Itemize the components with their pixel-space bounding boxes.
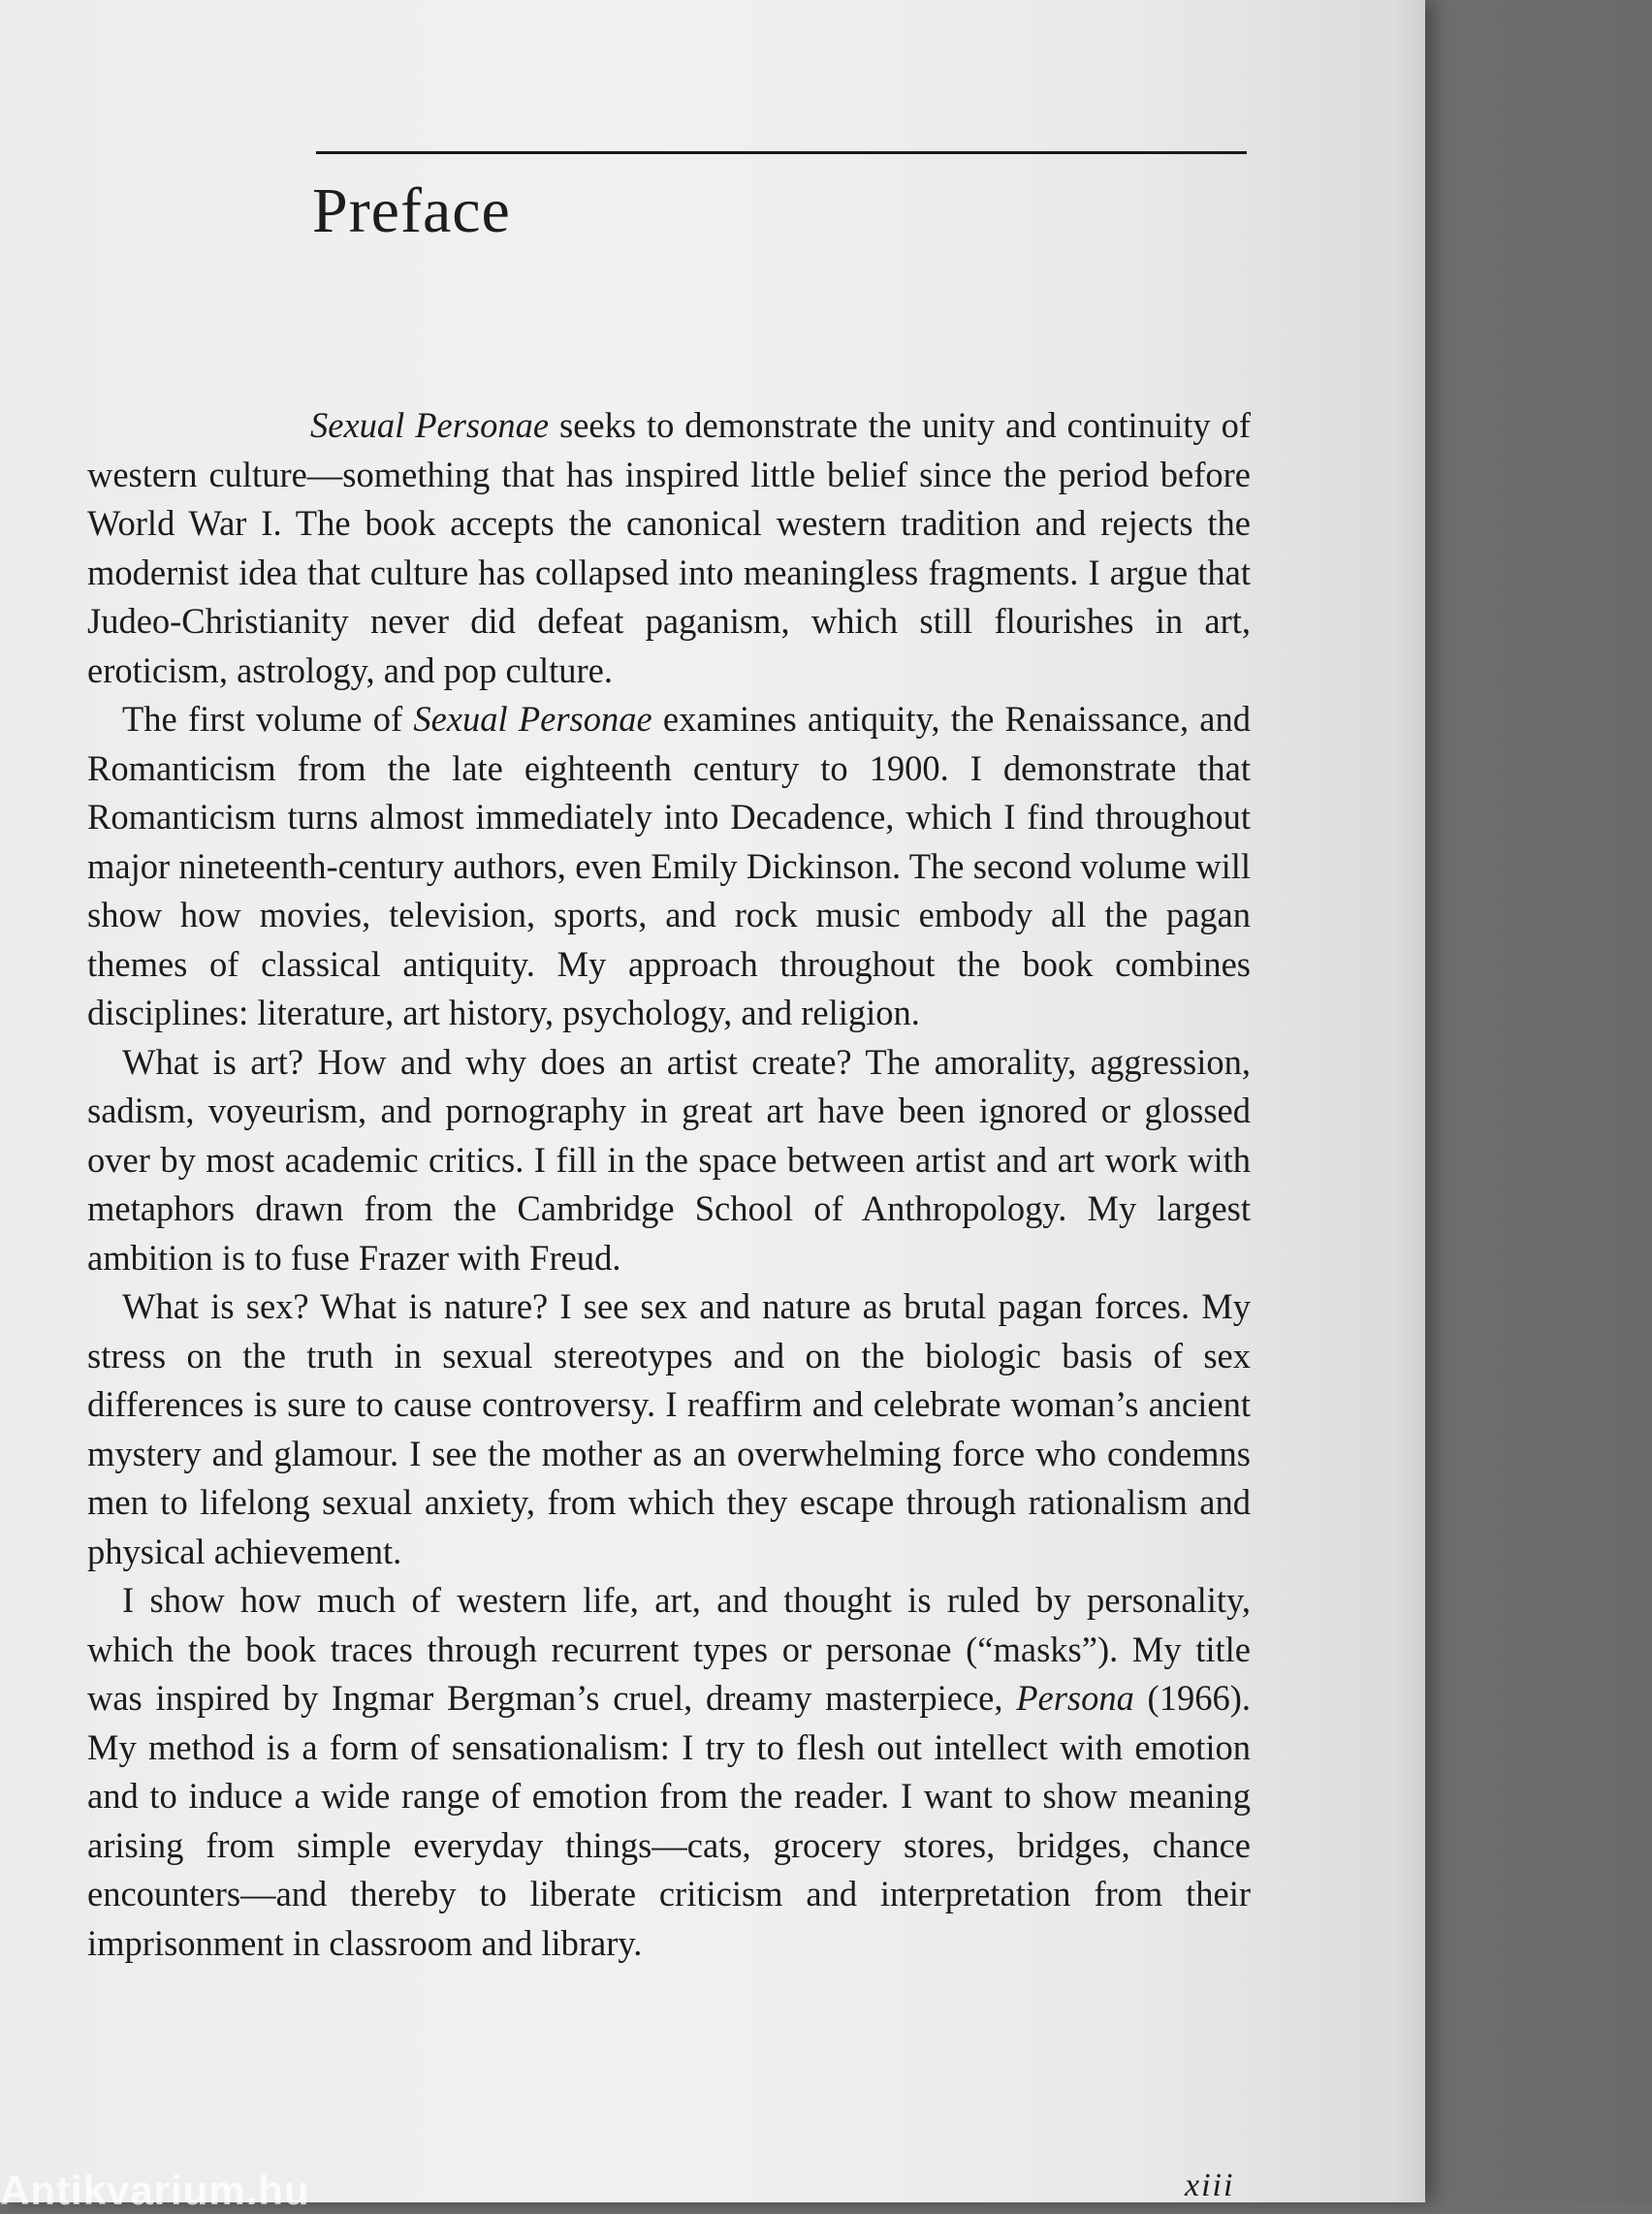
paragraph-4: What is sex? What is nature? I see sex and nature as brutal pagan forces. My stress on the truth in sexual stereotypes and on the biologic basis of sex differences is sure to cause controversy. I reaffirm and celebrate woman’s ancient mystery and glamour. I see the mother as an overwhelming force who condemns men to lifelong sexual anxiety, from which they escape through rationalism and physical achievement.: [87, 1286, 1251, 1571]
paragraph-5: [87, 1576, 1251, 1968]
paragraph-text: (1966). My method is a form of sensationalism: I try to flesh out intellect with emotion and to induce a wide range of emotion from the reader. I want to show meaning arising from simple everyday things—cats, grocery stores, bridges, chance encounters—and thereby to liberate criticism and interpretation from their imprisonment in classroom and library.: [87, 1678, 1251, 1963]
book-title-italic: Sexual Personae: [413, 699, 652, 739]
preface-body: [87, 401, 1251, 1968]
paragraph-text: examines antiquity, the Renaissance, and Romanticism from the late eighteenth century to 1900. I demonstrate that Romanticism turns almost immediately into Decadence, which I find throughout major nineteenth-century authors, even Emily Dickinson. The second volume will show how movies, television, sports, and rock music embody all the pagan themes of classical antiquity. My approach throughout the book combines disciplines: literature, art history, psychology, and religion.: [87, 699, 1251, 1032]
title-rule: [316, 151, 1247, 154]
paragraph-2: [87, 695, 1251, 1038]
watermark: Antikvarium.hu: [0, 2167, 310, 2213]
paragraph-1: [87, 401, 1251, 695]
paragraph-text: seeks to demonstrate the unity and continuity of western culture—something that has inspired little belief since the period before World War I. The book accepts the canonical western tradition and rejects the modernist idea that culture has collapsed into meaningless fragments. I argue that Judeo-Christianity never did defeat paganism, which still flourishes in art, eroticism, astrology, and pop culture.: [87, 405, 1252, 690]
paragraph-text: I show how much of western life, art, and thought is ruled by personality, which the book traces through recurrent types or personae (“masks”). My title was inspired by Ingmar Bergman’s cruel, dreamy masterpiece,: [87, 1580, 1251, 1718]
film-title-italic: Persona: [1016, 1678, 1134, 1718]
page-number: xiii: [1185, 2167, 1235, 2202]
paragraph-text: The first volume of: [122, 699, 414, 739]
page-title: Preface: [312, 175, 511, 246]
book-title-italic: Sexual Personae: [310, 405, 550, 445]
paragraph-3: What is art? How and why does an artist create? The amorality, aggression, sadism, voyeurism, and pornography in great art have been ignored or glossed over by most academic critics. I fill in the space between artist and art work with metaphors drawn from the Cambridge School of Anthropology. My largest ambition is to fuse Frazer with Freud.: [87, 1041, 1251, 1278]
page-edge-shadow: [1396, 0, 1425, 2202]
